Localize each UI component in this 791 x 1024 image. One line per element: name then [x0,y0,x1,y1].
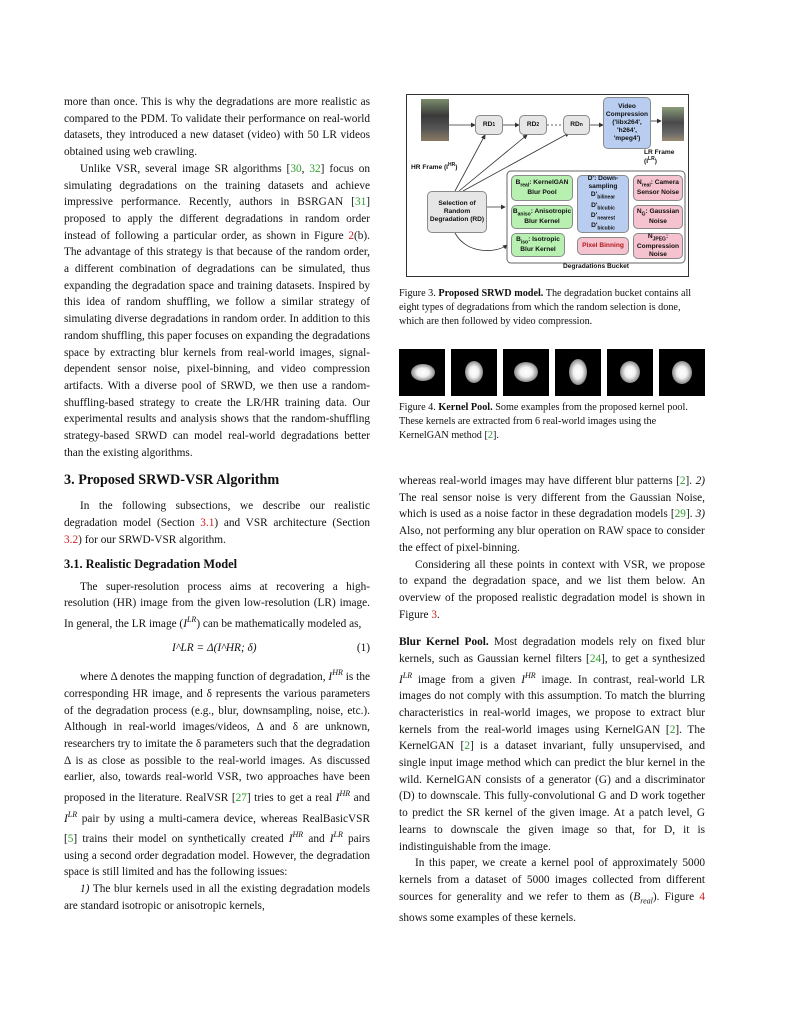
citation-link[interactable]: 2 [669,723,676,736]
citation-link[interactable]: 2 [487,430,493,441]
equation-formula: I^LR = Δ(I^HR; δ) [172,642,257,655]
compression-noise: $N_{JPEG}$: Compression Noise [633,233,683,259]
degradations-bucket-label: Degradations Bucket [563,263,629,270]
rdn-node: RD n [563,115,590,135]
camera-sensor-noise: $N_{real}$: Camera Sensor Noise [633,175,683,201]
kernelgan-blur-pool: $B_{real}$: KernelGAN Blur Pool [511,175,573,201]
paragraph-heading: Blur Kernel Pool. [399,636,489,649]
kernel-image [555,349,601,396]
section-ref-link[interactable]: 3.2 [64,533,79,546]
citation-link[interactable]: 27 [235,791,247,804]
figure-3-diagram [406,94,689,277]
anisotropic-blur-kernel: $B_{aniso}$: Anisotropic Blur Kernel [511,205,573,229]
lr-frame-image [662,107,684,141]
kernel-image [659,349,705,396]
figure-3-caption: Figure 3. Proposed SRWD model. The degradation bucket contains all eight types of degradations from which the random selection is done, which are then followed by video compression. [399,288,692,327]
paragraph: where Δ denotes the mapping function of degradation, $I^{HR}$ is the corresponding HR image, and δ represents the various parameters of the degradation process (e.g., blur, downsampling, noise, etc.). Although in real-world images/videos, Δ and δ are unknown, researchers try to imitate the δ parameters such that the degradation Δ is as close as possible to the real-world images. As discussed earlier, also, towards real-world VSR, two approaches have been proposed in the literature. RealVSR [27] tries to get a real $I^{HR}$ and $I^{LR}$ pair by using a multi-camera device, whereas RealBasicVSR [5] trains their model on synthetically created $I^{HR}$ and $I^{LR}$ pairs using a second order degradation model. However, the degradation space is still limited and has the following issues: [64,668,370,879]
rd1-node: RD 1 [475,115,503,135]
section-heading: 3. Proposed SRWD-VSR Algorithm [64,472,280,489]
citation-link[interactable]: 2 [679,475,686,487]
isotropic-blur-kernel: $B_{iso}$: Isotropic Blur Kernel [511,233,565,257]
left-column [64,94,370,914]
figure-4-caption: Figure 4. Kernel Pool. Some examples from the proposed kernel pool. These kernels are extracted from 6 real-world images using the KernelGAN method [2]. [399,402,688,441]
lr-frame-label: LR Frame $(I^{LR})$ [644,149,675,166]
paragraph: The super-resolution process aims at recovering a high-resolution (HR) image from the given low-resolution (LR) image. In general, the LR image $(I^{LR})$ can be mathematically modeled as, [64,580,370,630]
kernel-image [607,349,653,396]
kernel-image [451,349,497,396]
hr-frame-image [421,99,449,141]
citation-link[interactable]: 5 [67,832,74,845]
rd2-node: RD 2 [519,115,547,135]
paragraph: Blur Kernel Pool. Most degradation models rely on fixed blur kernels, such as Gaussian kernel filters [24], to get a synthesized $I^{LR}$ image from a given $I^{HR}$ image. In contrast, real-world LR images do not comply with this assumption. To match the blurring characteristics in real-world images, we propose to extract blur kernels from the real-world images using KernelGAN [2]. The KernelGAN [2] is a dataset invariant, fully unsupervised, and single input image method which can predict the blur kernel in the wild. KernelGAN consists of a generator (G) and a discriminator (D) to downscale. This fully-convolutional G and D work together to predict the SR kernel of the given image. At a patch level, G learns to downscale the given image so that, for D, it is indistinguishable from the image. [399,636,705,853]
figure-ref-link[interactable]: 3 [431,608,437,621]
right-column [399,473,705,926]
kernel-image [399,349,445,396]
paragraph: Unlike VSR, several image SR algorithms [30, 32] focus on simulating degradations on the training datasets and achieve impressive performance. Recently, authors in BSRGAN [31] proposed to apply the different degradations in random order instead of following a particular order, as shown in Figure 2(b). The advantage of this strategy is that because of the random order, a different combination of degradations can be simulated, thus expanding the degradation space and training datasets. Inspired by this idea of random shuffling, we follow a similar strategy of simulating diverse degradations in random order. In addition to this random shuffling, this paper focuses on expanding the degradations space by extracting blur kernels from real-world images, signal-dependent sensor noise, pixel-binning, and video compression artifacts. With a diverse pool of SRWD, we then use a random-shuffling-based strategy to create the LR/HR training data. Our experimental results and analysis shows that the random-shuffling strategy-based SRWD can model real-world degradations better than the existing algorithms. [64,162,371,459]
citation-link[interactable]: 32 [309,162,321,175]
kernel-image [503,349,549,396]
equation-number: (1) [356,642,370,655]
citation-link[interactable]: 31 [354,196,367,209]
equation-1 [64,632,370,665]
citation-link[interactable]: 2 [464,740,470,753]
subsection-heading: 3.1. Realistic Degradation Model [64,556,238,571]
hr-frame-label: HR Frame $(I^{HR})$ [411,162,458,172]
figure-4-kernel-pool [399,349,705,396]
pixel-binning-box: Pixel Binning [577,237,629,255]
paragraph: whereas real-world images may have different blur patterns [2]. 2) The real sensor noise is very different from the Gaussian Noise, which is used as a noise factor in these degradation models [29]. 3) Also, not performing any blur operation on RAW space to consider the effect of pixel-binning. [399,475,705,554]
section-ref-link[interactable]: 3.1 [200,517,215,530]
paragraph: 1) The blur kernels used in all the existing degradation models are standard isotropic or anisotropic kernels, [64,882,370,912]
video-compression-node: Video Compression ('libx264', 'h264', 'mpeg4') [603,97,651,149]
citation-link[interactable]: 30 [290,162,302,175]
figure-ref-link[interactable]: 4 [699,890,705,903]
gaussian-noise: $N_G$: Gaussian Noise [633,205,683,229]
paragraph: more than once. This is why the degradations are more realistic as compared to the PDM. To validate their performance on real-world datasets, they introduced a new dataset (video) with 50 LR videos obtained using web crawling. [64,96,370,159]
selection-node: Selection of Random Degradation (RD) [427,191,487,233]
paragraph: In the following subsections, we describe our realistic degradation model (Section 3.1) and VSR architecture (Section 3.2) for our SRWD-VSR algorithm. [64,500,370,546]
paragraph: In this paper, we create a kernel pool of approximately 5000 kernels from a dataset of 5000 images collected from different sources for generality and we refer to them as $(B_{real})$. Figure 4 shows some examples of these kernels. [399,857,705,924]
paragraph: Considering all these points in context with VSR, we propose to expand the degradation space, and we list them below. An overview of the proposed realistic degradation model is shown in Figure 3. [399,558,705,621]
citation-link[interactable]: 29 [674,508,686,521]
citation-link[interactable]: 24 [589,653,602,666]
downsampling-box: D': Down-sampling $D'_{bilinear}$ $D'_{bicubic}$ $D'_{nearest}$ $D'_{bicubic}$ [577,175,629,233]
figure-ref-link[interactable]: 2 [348,229,354,242]
